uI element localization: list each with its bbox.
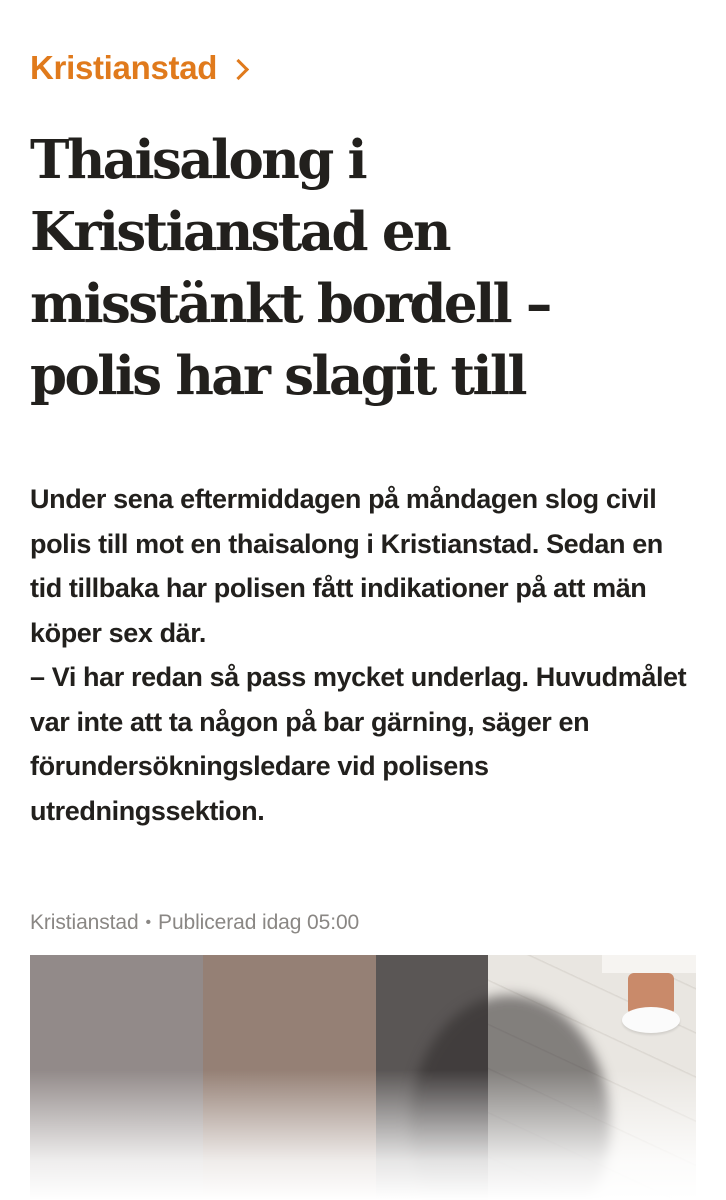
meta-published: Publicerad idag 05:00 (158, 911, 360, 934)
headline: Thaisalong i Kristianstad en misstänkt bordell – polis har slagit till (30, 129, 550, 407)
meta-separator: • (145, 914, 152, 931)
section-link[interactable] (30, 46, 246, 90)
image-vase-base (622, 1007, 680, 1033)
section-label: Kristianstad (30, 49, 218, 86)
chevron-right-icon (228, 58, 249, 79)
meta-location: Kristianstad (30, 911, 139, 934)
article-meta (30, 908, 359, 938)
blurred-article-image[interactable] (30, 955, 696, 1200)
image-shelf (602, 955, 696, 973)
image-fade-overlay (30, 1070, 696, 1200)
lead-paragraph: Under sena eftermiddagen på måndagen slog civil polis till mot en thaisalong i Kristianstad. Sedan en tid tillbaka har polisen fått indikationer på att män köper sex där. – Vi har redan så pass mycket underlag. Huvudmålet var inte att ta någon på bar gärning, säger en förundersökningsledare vid polisens utredningssektion. (30, 484, 687, 826)
